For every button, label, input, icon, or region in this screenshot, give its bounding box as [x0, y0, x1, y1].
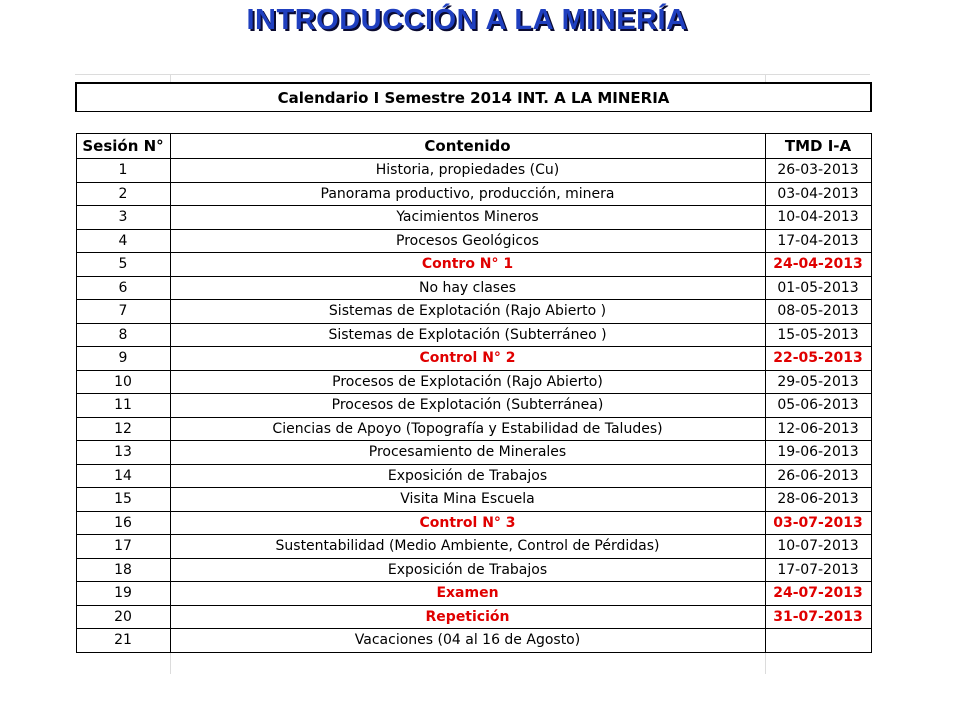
content-cell: Historia, propiedades (Cu) [170, 159, 765, 183]
date-cell: 05-06-2013 [765, 394, 871, 418]
session-cell: 21 [76, 629, 170, 653]
content-cell: Contro N° 1 [170, 253, 765, 277]
calendar-table-body [76, 83, 871, 652]
content-cell: Procesos Geológicos [170, 229, 765, 253]
session-cell: 16 [76, 511, 170, 535]
session-cell: 18 [76, 558, 170, 582]
session-cell: 5 [76, 253, 170, 277]
date-cell: 12-06-2013 [765, 417, 871, 441]
date-cell: 10-07-2013 [765, 535, 871, 559]
content-cell: Panorama productivo, producción, minera [170, 182, 765, 206]
date-cell: 03-07-2013 [765, 511, 871, 535]
table-row [76, 605, 871, 629]
session-cell: 4 [76, 229, 170, 253]
content-cell: Procesos de Explotación (Subterránea) [170, 394, 765, 418]
column-header-content: Contenido [170, 134, 765, 159]
table-row [76, 511, 871, 535]
table-row [76, 582, 871, 606]
date-cell: 31-07-2013 [765, 605, 871, 629]
date-cell: 08-05-2013 [765, 300, 871, 324]
content-cell: Exposición de Trabajos [170, 558, 765, 582]
content-cell: Sistemas de Explotación (Rajo Abierto ) [170, 300, 765, 324]
table-row [76, 159, 871, 183]
column-header-session: Sesión N° [76, 134, 170, 159]
content-cell: Vacaciones (04 al 16 de Agosto) [170, 629, 765, 653]
content-cell: No hay clases [170, 276, 765, 300]
session-cell: 1 [76, 159, 170, 183]
table-row [76, 629, 871, 653]
table-row [76, 276, 871, 300]
empty-cell [76, 112, 170, 134]
header-row [76, 134, 871, 159]
session-cell: 9 [76, 347, 170, 371]
date-cell: 10-04-2013 [765, 206, 871, 230]
session-cell: 3 [76, 206, 170, 230]
date-cell [765, 629, 871, 653]
table-row [76, 323, 871, 347]
session-cell: 15 [76, 488, 170, 512]
page-title: INTRODUCCIÓN A LA MINERÍA [246, 4, 688, 36]
caption-row [76, 83, 871, 112]
session-cell: 2 [76, 182, 170, 206]
content-cell: Procesamiento de Minerales [170, 441, 765, 465]
column-header-date: TMD I-A [765, 134, 871, 159]
date-cell: 17-04-2013 [765, 229, 871, 253]
table-row [76, 488, 871, 512]
table-row [76, 535, 871, 559]
table-row [76, 229, 871, 253]
session-cell: 12 [76, 417, 170, 441]
session-cell: 8 [76, 323, 170, 347]
content-cell: Control N° 3 [170, 511, 765, 535]
gridline [75, 74, 870, 75]
content-cell: Repetición [170, 605, 765, 629]
session-cell: 6 [76, 276, 170, 300]
content-cell: Sistemas de Explotación (Subterráneo ) [170, 323, 765, 347]
session-cell: 20 [76, 605, 170, 629]
date-cell: 01-05-2013 [765, 276, 871, 300]
content-cell: Procesos de Explotación (Rajo Abierto) [170, 370, 765, 394]
session-cell: 14 [76, 464, 170, 488]
date-cell: 19-06-2013 [765, 441, 871, 465]
table-row [76, 370, 871, 394]
date-cell: 22-05-2013 [765, 347, 871, 371]
content-cell: Yacimientos Mineros [170, 206, 765, 230]
date-cell: 26-06-2013 [765, 464, 871, 488]
table-caption: Calendario I Semestre 2014 INT. A LA MINERIA [76, 83, 871, 112]
table-row [76, 206, 871, 230]
content-cell: Control N° 2 [170, 347, 765, 371]
table-row [76, 347, 871, 371]
date-cell: 17-07-2013 [765, 558, 871, 582]
session-cell: 7 [76, 300, 170, 324]
date-cell: 03-04-2013 [765, 182, 871, 206]
date-cell: 26-03-2013 [765, 159, 871, 183]
table-row [76, 253, 871, 277]
session-cell: 17 [76, 535, 170, 559]
table-row [76, 300, 871, 324]
empty-cell [765, 112, 871, 134]
table-row [76, 417, 871, 441]
table-row [76, 441, 871, 465]
date-cell: 29-05-2013 [765, 370, 871, 394]
content-cell: Visita Mina Escuela [170, 488, 765, 512]
empty-cell [170, 112, 765, 134]
session-cell: 13 [76, 441, 170, 465]
table-row [76, 558, 871, 582]
session-cell: 19 [76, 582, 170, 606]
session-cell: 11 [76, 394, 170, 418]
table-row [76, 394, 871, 418]
date-cell: 15-05-2013 [765, 323, 871, 347]
table-row [76, 182, 871, 206]
content-cell: Ciencias de Apoyo (Topografía y Estabilidad de Taludes) [170, 417, 765, 441]
date-cell: 24-04-2013 [765, 253, 871, 277]
content-cell: Examen [170, 582, 765, 606]
content-cell: Sustentabilidad (Medio Ambiente, Control de Pérdidas) [170, 535, 765, 559]
date-cell: 24-07-2013 [765, 582, 871, 606]
table-row [76, 464, 871, 488]
session-cell: 10 [76, 370, 170, 394]
blank-row [76, 112, 871, 134]
content-cell: Exposición de Trabajos [170, 464, 765, 488]
date-cell: 28-06-2013 [765, 488, 871, 512]
calendar-table [75, 82, 872, 653]
